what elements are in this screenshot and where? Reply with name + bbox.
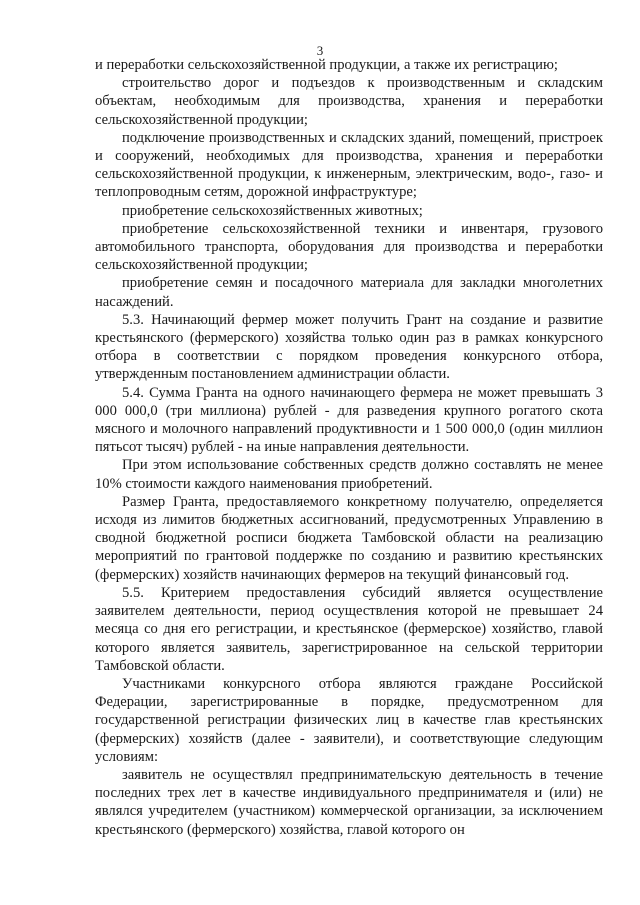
paragraph-machinery: приобретение сельскохозяйственной техники и инвентаря, грузового автомобильного транспорта, оборудования для производства и переработки сельскохозяйственной продукции;: [95, 220, 603, 274]
paragraph-utilities: подключение производственных и складских зданий, помещений, пристроек и сооружений, необходимых для производства, хранения и переработки сельскохозяйственной продукции, к инженерным, электрическим, водо-, газо- и теплопроводным сетям, дорожной инфраструктуре;: [95, 129, 603, 201]
paragraph-5-5: 5.5. Критерием предоставления субсидий является осуществление заявителем деятельности, период осуществления которой не превышает 24 месяца со дня его регистрации, и крестьянское (фермерское) хозяйство, главой которого является заявитель, зарегистрированное на сельской территории Тамбовской области.: [95, 584, 603, 674]
document-body: [95, 56, 603, 839]
paragraph-grant-size: Размер Гранта, предоставляемого конкретному получателю, определяется исходя из лимитов бюджетных ассигнований, предусмотренных Управлению в сводной бюджетной росписи бюджета Тамбовской области на реализацию мероприятий по грантовой поддержке по созданию и развитию крестьянских (фермерских) хозяйств начинающих фермеров на текущий финансовый год.: [95, 493, 603, 583]
paragraph-seeds: приобретение семян и посадочного материала для закладки многолетних насаждений.: [95, 275, 603, 310]
paragraph-roads: строительство дорог и подъездов к производственным и складским объектам, необходимым для производства, хранения и переработки сельскохозяйственной продукции;: [95, 75, 603, 128]
page-number: 3: [316, 43, 324, 58]
paragraph-participants: Участниками конкурсного отбора являются граждане Российской Федерации, зарегистрированные в порядке, предусмотренном для государственной регистрации физических лиц в качестве глав крестьянских (фермерских) хозяйств (далее - заявители), и соответствующие следующим условиям:: [95, 675, 603, 765]
paragraph-condition: заявитель не осуществлял предпринимательскую деятельность в течение последних трех лет в качестве индивидуального предпринимателя и (или) не являлся учредителем (участником) коммерческой организации, за исключением крестьянского (фермерского) хозяйства, главой которого он: [95, 766, 603, 838]
paragraph-5-3: 5.3. Начинающий фермер может получить Грант на создание и развитие крестьянского (фермерского) хозяйства только один раз в рамках конкурсного отбора в соответствии с порядком проведения конкурсного отбора, утвержденным постановлением администрации области.: [95, 311, 603, 383]
paragraph-continuation: и переработки сельскохозяйственной продукции, а также их регистрацию;: [95, 57, 558, 73]
paragraph-own-funds: При этом использование собственных средств должно составлять не менее 10% стоимости каждого наименования приобретений.: [95, 457, 603, 492]
paragraph-animals: приобретение сельскохозяйственных животных;: [122, 202, 423, 219]
paragraph-5-4: 5.4. Сумма Гранта на одного начинающего фермера не может превышать 3 000 000,0 (три миллиона) рублей - для разведения крупного рогатого скота мясного и молочного направлений продуктивности и 1 500 000,0 (один миллион пятьсот тысяч) рублей - на иные направления деятельности.: [95, 384, 603, 456]
